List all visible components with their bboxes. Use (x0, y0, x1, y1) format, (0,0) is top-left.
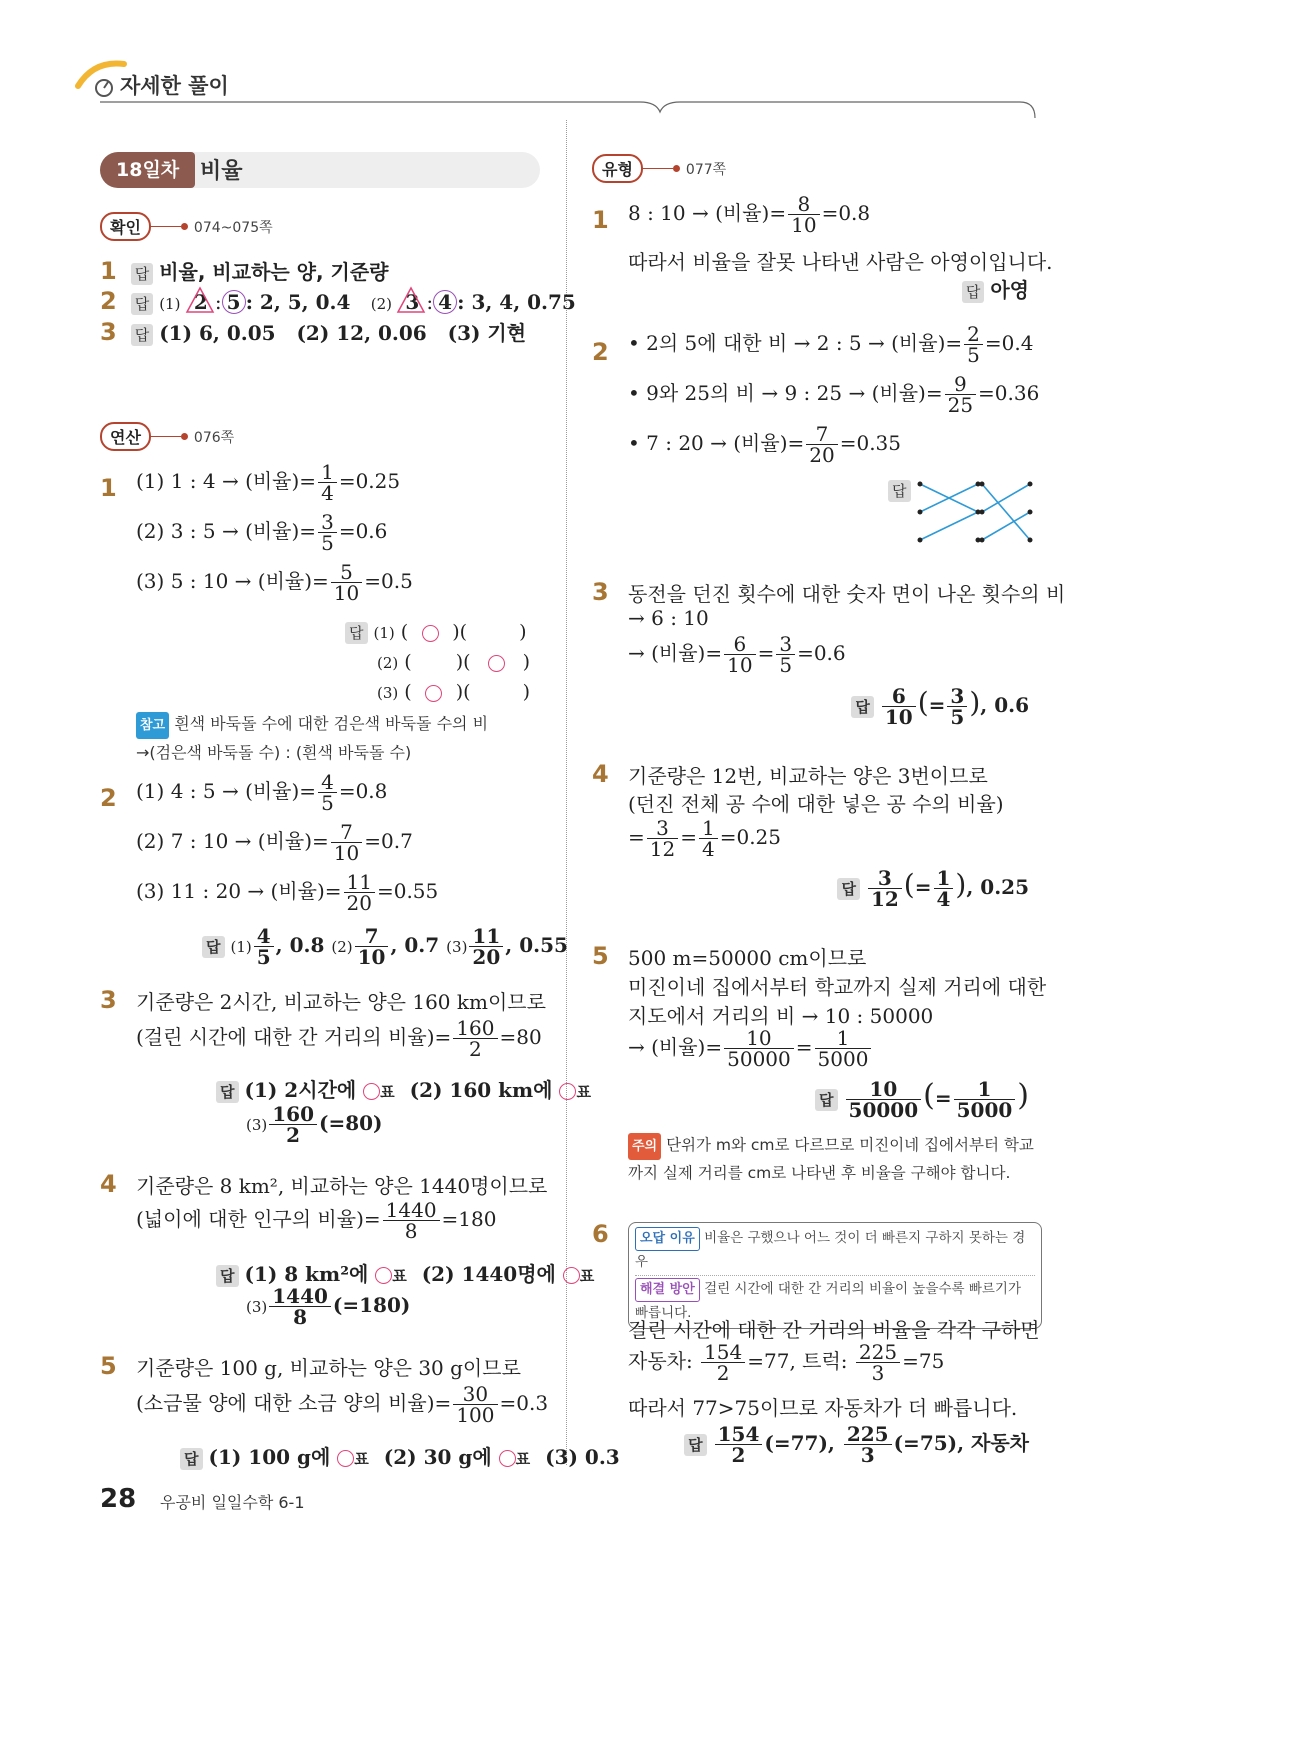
r1-line1: 8 : 10 → (비율)= $\frac{8}{10}$ =0.8 (628, 192, 871, 237)
y3-line1: 기준량은 2시간, 비교하는 양은 160 km이므로 (136, 990, 546, 1014)
hwagin-1: 1 답 비율, 비교하는 양, 기준량 (100, 257, 389, 285)
problem-number: 2 (592, 338, 609, 366)
y5-line1: 기준량은 100 g, 비교하는 양은 30 g이므로 (136, 1356, 521, 1380)
problem-number: 6 (592, 1220, 609, 1248)
y1-line2: (2) 3 : 5 → (비율)= $\frac{3}{5}$ =0.6 (136, 510, 388, 555)
section-hwagin (100, 212, 273, 241)
r4-line1: 기준량은 12번, 비교하는 양은 3번이므로 (628, 764, 988, 788)
r4-line2: (던진 전체 공 수에 대한 넣은 공 수의 비율) (628, 792, 1004, 816)
r2-answer: 답 (888, 480, 917, 502)
header-brand: 자세한 풀이 (120, 74, 229, 98)
section-yeonsan (100, 422, 234, 451)
r5-line4: → (비율)= $\frac{10}{50000}$ = $\frac{1}{5000}$ (628, 1028, 873, 1069)
r2-line3: • 7 : 20 → (비율)= $\frac{7}{20}$ =0.35 (628, 422, 902, 467)
y3-line2: (걸린 시간에 대한 간 거리의 비율)= $\frac{160}{2}$ =80 (136, 1016, 542, 1061)
y3-answer: 답 (1) 2시간에 표 (2) 160 km에 표 (216, 1074, 591, 1103)
problem-number: 1 (592, 206, 609, 234)
y1-line1: (1) 1 : 4 → (비율)= $\frac{1}{4}$ =0.25 (136, 460, 401, 505)
r3-answer: 답 $\frac{6}{10}$ (= $\frac{3}{5}$ ), 0.6 (851, 686, 1029, 727)
page-number: 28 (100, 1484, 137, 1514)
r6-tip-box: 오답 이유 비율은 구했으나 어느 것이 더 빠른지 구하지 못하는 경우 해결 방안 걸린 시간에 대한 간 거리의 비율이 높을수록 빠르기가 빠릅니다. (628, 1222, 1042, 1329)
hwagin-2: 2 답 (1) 2 : 5 : 2, 5, 0.4 (2) 3 : 4 : 3, 4, 0.75 (100, 287, 576, 315)
r2-line1: • 2의 5에 대한 비 → 2 : 5 → (비율)= $\frac{2}{5}$ =0.4 (628, 322, 1034, 367)
problem-number: 3 (100, 986, 117, 1014)
r5-answer: 답 $\frac{10}{50000}$ (= $\frac{1}{5000}$ ) (815, 1078, 1029, 1120)
problem-number: 3 (592, 578, 609, 606)
problem-number: 5 (100, 1352, 117, 1380)
hwagin-3: 3 답 (1) 6, 0.05 (2) 12, 0.06 (3) 기현 (100, 318, 527, 346)
r6-answer: 답 $\frac{154}{2}$ (=77), $\frac{225}{3}$ (=75), 자동차 (684, 1424, 1029, 1465)
book-title: 우공비 일일수학 6-1 (160, 1493, 305, 1512)
page-ref: 074~075쪽 (193, 219, 273, 236)
section-yuhyeong (592, 154, 726, 183)
y4-line1: 기준량은 8 km², 비교하는 양은 1440명이므로 (136, 1174, 548, 1198)
r5-line3: 지도에서 거리의 비 → 10 : 50000 (628, 1004, 934, 1028)
r2-line2: • 9와 25의 비 → 9 : 25 → (비율)= $\frac{9}{25}$ =0.36 (628, 372, 1040, 417)
y2-line3: (3) 11 : 20 → (비율)= $\frac{11}{20}$ =0.55 (136, 870, 439, 915)
section-label: 연산 (100, 422, 151, 451)
y3-answer-3: (3) $\frac{160}{2}$ (=80) (246, 1102, 383, 1147)
problem-number: 2 (100, 784, 117, 812)
r3-line1: 동전을 던진 횟수에 대한 숫자 면이 나온 횟수의 비 (628, 582, 1066, 606)
r3-line3: → (비율)= $\frac{6}{10}$ = $\frac{3}{5}$ =0.6 (628, 632, 846, 677)
y4-answer-3: (3) $\frac{1440}{8}$ (=180) (246, 1284, 411, 1329)
r5-line2: 미진이네 집에서부터 학교까지 실제 거리에 대한 (628, 975, 1047, 999)
y4-line2: (넓이에 대한 인구의 비율)= $\frac{1440}{8}$ =180 (136, 1198, 497, 1243)
r4-answer: 답 $\frac{3}{12}$ (= $\frac{1}{4}$ ), 0.25 (837, 868, 1029, 909)
r1-answer: 답 아영 (962, 274, 1029, 303)
r6-line1: 걸린 시간에 대한 간 거리의 비율을 각각 구하면 (628, 1318, 1040, 1342)
r5-line1: 500 m=50000 cm이므로 (628, 946, 867, 970)
y5-line2: (소금물 양에 대한 소금 양의 비율)= $\frac{30}{100}$ =0.3 (136, 1382, 549, 1427)
y2-answer: 답 (1) $\frac{4}{5}$ , 0.8 (2) $\frac{7}{10}$ , 0.7 (3) $\frac{11}{20}$ , 0.55 (202, 926, 568, 967)
r2-matching-diagram (912, 478, 1042, 550)
circle-mark (425, 685, 442, 702)
problem-number: 1 (100, 474, 117, 502)
note-chamgo: 참고 흰색 바둑돌 수에 대한 검은색 바둑돌 수의 비 →(검은색 바둑돌 수) : (흰색 바둑돌 수) (136, 714, 489, 762)
day-badge: 18일차 (100, 152, 195, 188)
r1-line2: 따라서 비율을 잘못 나타낸 사람은 아영이입니다. (628, 250, 1053, 274)
y4-answer: 답 (1) 8 km²에 표 (2) 1440명에 표 (216, 1258, 594, 1287)
r3-line2: → 6 : 10 (628, 606, 709, 630)
circled-number: 4 (433, 290, 457, 314)
y1-answer: 답 (1) ( )( ) (2) ( )( ) (3) ( )( ) (345, 618, 530, 708)
r6-line2: 자동차: $\frac{154}{2}$ =77, 트럭: $\frac{225}{3}$ =75 (628, 1340, 945, 1385)
section-label: 유형 (592, 154, 643, 183)
r6-line3: 따라서 77>75이므로 자동차가 더 빠릅니다. (628, 1396, 1018, 1420)
problem-number: 5 (592, 942, 609, 970)
y2-line2: (2) 7 : 10 → (비율)= $\frac{7}{10}$ =0.7 (136, 820, 413, 865)
y1-line3: (3) 5 : 10 → (비율)= $\frac{5}{10}$ =0.5 (136, 560, 413, 605)
circle-mark (488, 655, 505, 672)
y5-answer: 답 (1) 100 g에 표 (2) 30 g에 표 (3) 0.3 (180, 1441, 620, 1470)
page-ref: 077쪽 (685, 161, 727, 178)
note-juui: 주의 단위가 m와 cm로 다르므로 미진이네 집에서부터 학교 까지 실제 거리를 cm로 나타낸 후 비율을 구해야 합니다. (628, 1132, 1034, 1187)
problem-number: 4 (592, 760, 609, 788)
circled-number: 5 (222, 290, 246, 314)
y2-line1: (1) 4 : 5 → (비율)= $\frac{4}{5}$ =0.8 (136, 770, 388, 815)
page-ref: 076쪽 (193, 429, 235, 446)
page-title: 비율 (200, 159, 243, 184)
problem-number: 4 (100, 1170, 117, 1198)
section-label: 확인 (100, 212, 151, 241)
circle-mark (422, 625, 439, 642)
header-frame-line (100, 96, 1040, 124)
r4-line3: = $\frac{3}{12}$ = $\frac{1}{4}$ =0.25 (628, 816, 782, 861)
